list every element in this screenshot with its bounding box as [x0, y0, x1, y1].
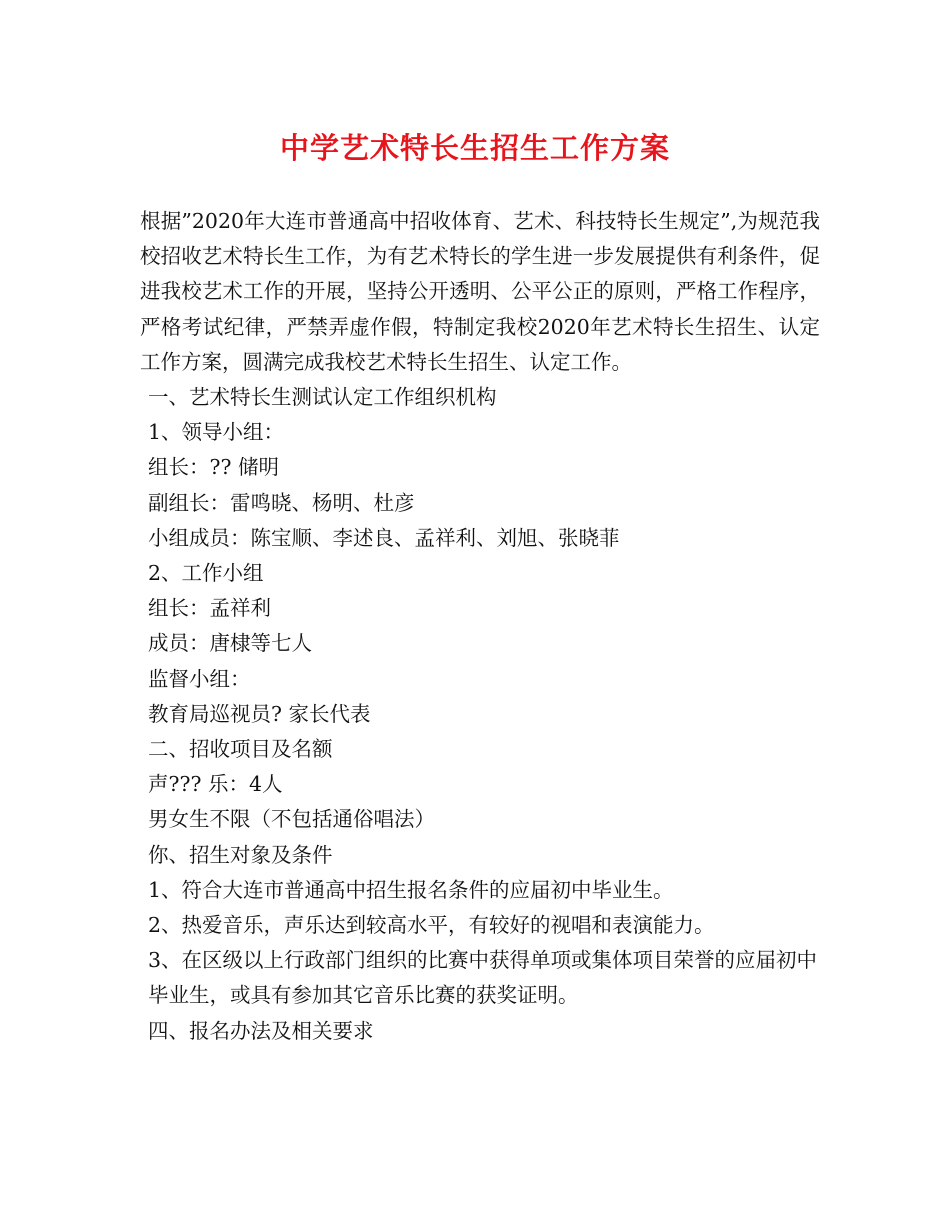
supervision-group-heading: 监督小组： — [148, 666, 251, 691]
work-group-heading: 2、工作小组 — [148, 561, 264, 586]
leader-line: 组长：?? 储明 — [148, 455, 279, 480]
work-group-leader-line: 组长：孟祥利 — [148, 596, 271, 621]
section-4-heading: 四、报名办法及相关要求 — [148, 1018, 374, 1043]
deputy-leader-line: 副组长：雷鸣晓、杨明、杜彦 — [148, 490, 415, 515]
leadership-group-heading: 1、领导小组： — [148, 420, 285, 445]
document-body — [140, 204, 820, 1049]
intro-paragraph: 根据”2020年大连市普通高中招收体育、艺术、科技特长生规定”,为规范我校招收艺术特长生工作，为有艺术特长的学生进一步发展提供有利条件，促进我校艺术工作的开展，坚持公开透明、公平公正的原则，严格工作程序，严格考试纪律，严禁弄虚作假，特制定我校2020年艺术特长生招生、认定工作方案，圆满完成我校艺术特长生招生、认定工作。 — [140, 209, 820, 374]
gender-note-line: 男女生不限（不包括通俗唱法） — [148, 807, 435, 832]
section-2-heading: 二、招收项目及名额 — [148, 737, 333, 762]
vocal-quota-line: 声??? 乐：4人 — [148, 772, 283, 797]
condition-3-paragraph: 3、在区级以上行政部门组织的比赛中获得单项或集体项目荣誉的应届初中毕业生，或具有参加其它音乐比赛的获奖证明。 — [148, 948, 818, 1008]
work-group-members-line: 成员：唐棣等七人 — [148, 631, 312, 656]
section-1-heading: 一、艺术特长生测试认定工作组织机构 — [148, 385, 497, 410]
condition-2-line: 2、热爱音乐，声乐达到较高水平，有较好的视唱和表演能力。 — [148, 913, 715, 938]
supervision-members-line: 教育局巡视员? 家长代表 — [148, 701, 371, 726]
section-3-heading: 你、招生对象及条件 — [148, 842, 333, 867]
document-title: 中学艺术特长生招生工作方案 — [279, 131, 670, 165]
condition-1-line: 1、符合大连市普通高中招生报名条件的应届初中毕业生。 — [148, 877, 674, 902]
group-members-line: 小组成员：陈宝顺、李述良、孟祥利、刘旭、张晓菲 — [148, 525, 620, 550]
